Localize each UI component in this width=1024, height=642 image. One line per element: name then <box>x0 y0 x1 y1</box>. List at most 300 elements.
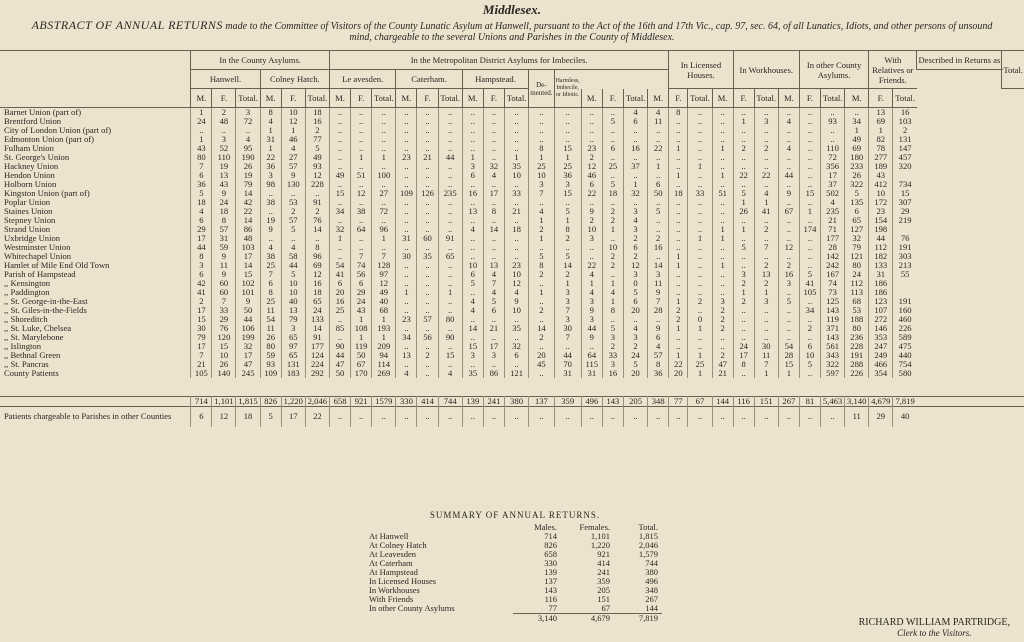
table-cell: .. <box>417 306 438 315</box>
table-cell: .. <box>504 315 528 324</box>
table-cell: 58 <box>281 252 305 261</box>
table-cell: .. <box>754 180 778 189</box>
table-cell: 32 <box>483 162 504 171</box>
table-cell: 3 <box>260 171 281 180</box>
table-cell: 4 <box>260 117 281 126</box>
table-cell: .. <box>417 324 438 333</box>
table-cell: .. <box>462 333 483 342</box>
table-cell: 144 <box>712 397 733 407</box>
table-row <box>0 243 1024 252</box>
table-cell: 307 <box>893 198 917 207</box>
table-cell: .. <box>462 407 483 427</box>
table-cell: 41 <box>799 279 820 288</box>
table-cell: .. <box>438 297 462 306</box>
table-cell: .. <box>462 234 483 243</box>
table-cell: .. <box>417 369 438 378</box>
table-cell: 8 <box>529 261 554 270</box>
table-cell: 112 <box>845 279 869 288</box>
table-row <box>0 216 1024 225</box>
table-cell: 2 <box>799 324 820 333</box>
table-cell: 44 <box>281 261 305 270</box>
table-cell: 124 <box>305 351 329 360</box>
table-cell: 31 <box>212 234 236 243</box>
table-cell: 91 <box>305 333 329 342</box>
table-cell: .. <box>581 407 602 427</box>
table-cell: 46 <box>581 171 602 180</box>
table-cell: 1 <box>648 162 669 171</box>
table-cell: 233 <box>845 162 869 171</box>
licensed-f-header: F. <box>602 89 623 108</box>
table-cell: 41 <box>191 288 212 297</box>
table-cell: 3,140 <box>845 397 869 407</box>
table-cell: 7,819 <box>893 397 917 407</box>
table-cell: 34 <box>845 117 869 126</box>
table-cell: 235 <box>821 207 845 216</box>
table-cell: .. <box>733 108 754 118</box>
table-cell: 371 <box>821 324 845 333</box>
table-cell: 5,463 <box>821 397 845 407</box>
table-cell: 8 <box>602 306 623 315</box>
table-cell: .. <box>712 252 733 261</box>
table-cell: 440 <box>893 351 917 360</box>
table-cell: .. <box>669 198 688 207</box>
table-cell: .. <box>504 243 528 252</box>
table-cell: 22 <box>669 360 688 369</box>
table-cell: 1579 <box>372 397 396 407</box>
table-cell: 4 <box>483 288 504 297</box>
table-cell: 4 <box>504 288 528 297</box>
table-cell: 1 <box>529 216 554 225</box>
table-cell: .. <box>733 369 754 378</box>
union-name: ,, Bethnal Green <box>4 351 61 360</box>
table-cell: 744 <box>438 397 462 407</box>
table-cell: 18 <box>212 207 236 216</box>
table-cell: 28 <box>648 306 669 315</box>
table-cell: 1 <box>260 126 281 135</box>
table-cell: 41 <box>330 270 351 279</box>
table-cell: .. <box>462 198 483 207</box>
table-cell: .. <box>351 198 372 207</box>
summary-row <box>365 586 662 595</box>
table-cell: 2 <box>754 144 778 153</box>
table-cell: 9 <box>504 297 528 306</box>
table-cell: 4 <box>462 297 483 306</box>
table-cell: 17 <box>191 306 212 315</box>
table-cell: .. <box>396 108 417 118</box>
table-cell: 103 <box>236 243 260 252</box>
table-cell: 3 <box>778 279 799 288</box>
table-cell: 20 <box>623 306 647 315</box>
union-name: Fulham Union <box>4 144 54 153</box>
table-cell: .. <box>669 342 688 351</box>
table-cell: .. <box>754 216 778 225</box>
union-name: ,, St. Marylebone <box>4 333 64 342</box>
table-cell: 38 <box>260 198 281 207</box>
table-cell: 267 <box>778 397 799 407</box>
table-cell: 1 <box>462 153 483 162</box>
table-cell: .. <box>330 162 351 171</box>
table-cell: .. <box>688 207 712 216</box>
table-cell: .. <box>462 315 483 324</box>
union-name: Hendon Union <box>4 171 55 180</box>
table-cell: 123 <box>869 297 893 306</box>
table-cell: .. <box>778 225 799 234</box>
table-cell: 14 <box>529 324 554 333</box>
table-cell: 15 <box>236 270 260 279</box>
table-cell: .. <box>504 144 528 153</box>
table-cell: 7 <box>372 252 396 261</box>
table-cell: .. <box>669 225 688 234</box>
table-cell: 7 <box>191 162 212 171</box>
table-cell: 33 <box>504 189 528 198</box>
workhouses-f-header: F. <box>669 89 688 108</box>
table-cell: 21 <box>417 153 438 162</box>
table-cell: 2 <box>893 126 917 135</box>
table-cell: 65 <box>281 333 305 342</box>
summary-grand-total: 7,819 <box>614 614 662 624</box>
table-cell: .. <box>554 135 581 144</box>
union-name: Staines Union <box>4 207 53 216</box>
table-cell: 16 <box>602 369 623 378</box>
table-cell: .. <box>212 126 236 135</box>
table-cell: 170 <box>351 369 372 378</box>
table-cell: 269 <box>372 369 396 378</box>
table-cell: 6 <box>191 270 212 279</box>
hanwell-m-header: M. <box>191 89 212 108</box>
table-cell: 80 <box>438 315 462 324</box>
table-cell: 6 <box>191 216 212 225</box>
table-cell: 4 <box>396 369 417 378</box>
table-cell: .. <box>305 234 329 243</box>
table-cell: 6 <box>648 180 669 189</box>
table-cell: .. <box>581 252 602 261</box>
table-cell: 32 <box>330 225 351 234</box>
table-cell: 80 <box>845 261 869 270</box>
table-cell: .. <box>712 216 733 225</box>
table-cell: .. <box>799 144 820 153</box>
table-cell: .. <box>754 324 778 333</box>
table-cell: 121 <box>504 369 528 378</box>
table-cell: .. <box>417 180 438 189</box>
table-cell: .. <box>462 180 483 189</box>
table-cell: 17 <box>821 171 845 180</box>
table-cell: 71 <box>821 225 845 234</box>
table-cell: 9 <box>212 270 236 279</box>
table-cell: 108 <box>351 324 372 333</box>
table-cell: 826 <box>260 397 281 407</box>
table-cell: .. <box>330 126 351 135</box>
table-cell: 242 <box>821 261 845 270</box>
table-cell: .. <box>581 126 602 135</box>
table-row <box>0 315 1024 324</box>
table-cell: .. <box>623 171 647 180</box>
table-cell: 30 <box>191 324 212 333</box>
table-cell: .. <box>799 243 820 252</box>
table-cell: .. <box>688 144 712 153</box>
spacer-cell <box>0 378 917 397</box>
table-cell: .. <box>554 126 581 135</box>
table-cell: 15 <box>438 351 462 360</box>
table-row <box>0 297 1024 306</box>
table-cell: 2 <box>554 234 581 243</box>
table-cell: .. <box>778 324 799 333</box>
table-cell: 1 <box>372 315 396 324</box>
table-cell: .. <box>581 135 602 144</box>
table-cell: 7 <box>754 360 778 369</box>
table-cell: 6 <box>330 279 351 288</box>
table-cell: .. <box>669 270 688 279</box>
table-cell: 80 <box>260 342 281 351</box>
table-cell: .. <box>733 234 754 243</box>
table-cell: 113 <box>845 288 869 297</box>
table-cell: 172 <box>869 198 893 207</box>
table-cell: 31 <box>396 234 417 243</box>
table-cell: 6 <box>799 342 820 351</box>
table-cell: 1 <box>845 126 869 135</box>
table-cell: 7 <box>554 333 581 342</box>
table-cell: .. <box>330 153 351 162</box>
table-cell: 15 <box>778 360 799 369</box>
table-cell: .. <box>529 135 554 144</box>
table-cell: .. <box>462 243 483 252</box>
colney-total-header: Total. <box>305 89 329 108</box>
table-cell: .. <box>845 108 869 118</box>
table-cell: 4 <box>529 207 554 216</box>
table-cell: .. <box>351 117 372 126</box>
table-cell: 133 <box>869 261 893 270</box>
document-title <box>0 20 1024 43</box>
table-cell: 412 <box>869 180 893 189</box>
summary-males: 714 <box>544 532 557 541</box>
table-cell: .. <box>483 126 504 135</box>
table-cell: 30 <box>554 324 581 333</box>
table-cell: 47 <box>236 360 260 369</box>
total-f-header: F. <box>869 89 893 108</box>
table-cell: 51 <box>712 189 733 198</box>
table-cell: 754 <box>893 360 917 369</box>
table-cell: 3 <box>733 270 754 279</box>
table-cell: 154 <box>869 216 893 225</box>
table-cell: 22 <box>733 171 754 180</box>
table-cell: 13 <box>754 270 778 279</box>
table-cell: .. <box>330 407 351 427</box>
table-cell: 3 <box>554 297 581 306</box>
table-cell: .. <box>554 108 581 118</box>
table-cell: .. <box>483 216 504 225</box>
table-cell: 2 <box>712 306 733 315</box>
table-cell: .. <box>648 315 669 324</box>
table-cell: 2 <box>529 225 554 234</box>
table-cell: 2 <box>417 351 438 360</box>
union-name: Kingston Union (part of) <box>4 189 90 198</box>
table-cell: .. <box>462 288 483 297</box>
table-cell: 13 <box>281 306 305 315</box>
summary-label-header <box>365 522 513 532</box>
table-cell: .. <box>483 315 504 324</box>
table-cell: 14 <box>236 261 260 270</box>
table-cell: 288 <box>845 360 869 369</box>
table-cell: 16 <box>623 144 647 153</box>
table-cell: .. <box>733 306 754 315</box>
table-cell: 102 <box>236 279 260 288</box>
table-cell: 36 <box>260 162 281 171</box>
table-cell: 29 <box>869 407 893 427</box>
table-row <box>0 252 1024 261</box>
table-cell: .. <box>799 198 820 207</box>
table-cell: 3 <box>754 117 778 126</box>
table-cell: 78 <box>869 144 893 153</box>
table-cell: 27 <box>372 189 396 198</box>
table-cell: 3 <box>623 270 647 279</box>
table-cell: 1,220 <box>281 397 305 407</box>
table-cell: 2 <box>281 207 305 216</box>
table-cell: 235 <box>438 189 462 198</box>
table-cell: .. <box>504 407 528 427</box>
table-cell: 56 <box>351 270 372 279</box>
table-cell: .. <box>754 162 778 171</box>
table-cell: .. <box>483 180 504 189</box>
table-cell: .. <box>529 126 554 135</box>
table-cell: .. <box>438 270 462 279</box>
table-cell: 6 <box>602 144 623 153</box>
union-name: Barnet Union (part of) <box>4 107 82 117</box>
table-cell: 44 <box>191 243 212 252</box>
table-cell: 226 <box>893 324 917 333</box>
table-cell: 1 <box>191 135 212 144</box>
table-row <box>0 261 1024 270</box>
summary-total: 1,579 <box>638 550 658 559</box>
table-cell: 1 <box>712 225 733 234</box>
table-cell: 236 <box>845 333 869 342</box>
table-cell: 6 <box>462 270 483 279</box>
table-cell: 353 <box>869 333 893 342</box>
table-cell: 16 <box>462 189 483 198</box>
table-cell: .. <box>529 297 554 306</box>
hampstead-header: Hampstead. <box>462 70 528 89</box>
table-cell: 1 <box>688 162 712 171</box>
table-cell: 13 <box>462 207 483 216</box>
table-cell: 4 <box>623 324 647 333</box>
table-cell: 1 <box>351 315 372 324</box>
union-name: Uxbridge Union <box>4 234 61 243</box>
table-cell: 9 <box>581 207 602 216</box>
table-cell: 30 <box>396 252 417 261</box>
table-cell: 146 <box>869 324 893 333</box>
table-cell: 5 <box>648 207 669 216</box>
table-cell: 2,046 <box>305 397 329 407</box>
table-cell: 2 <box>623 252 647 261</box>
table-cell: 6 <box>191 171 212 180</box>
table-cell: .. <box>417 342 438 351</box>
table-cell: .. <box>778 180 799 189</box>
table-cell: 343 <box>821 351 845 360</box>
table-cell: 9 <box>778 189 799 198</box>
table-cell: 4 <box>483 270 504 279</box>
table-cell: 14 <box>554 261 581 270</box>
table-cell: .. <box>799 180 820 189</box>
table-cell: .. <box>438 108 462 118</box>
table-cell: 3 <box>602 333 623 342</box>
table-cell: 4 <box>191 207 212 216</box>
table-cell: .. <box>483 252 504 261</box>
table-cell: 97 <box>281 342 305 351</box>
table-cell: 5 <box>462 279 483 288</box>
table-cell: .. <box>778 288 799 297</box>
table-cell: .. <box>417 225 438 234</box>
relatives-total-header: Total. <box>821 89 845 108</box>
table-cell: 1 <box>669 297 688 306</box>
caterham-f-header: F. <box>417 89 438 108</box>
table-cell: 47 <box>330 360 351 369</box>
table-cell: .. <box>712 279 733 288</box>
table-cell: .. <box>351 180 372 189</box>
table-cell: 213 <box>893 261 917 270</box>
hanwell-header: Hanwell. <box>191 70 260 89</box>
table-cell: .. <box>483 333 504 342</box>
leavesden-m-header: M. <box>330 89 351 108</box>
table-cell: 4 <box>281 243 305 252</box>
table-cell: .. <box>483 360 504 369</box>
table-cell: 40 <box>281 297 305 306</box>
table-cell: .. <box>712 270 733 279</box>
union-name: City of London Union (part of) <box>4 126 112 135</box>
table-cell: 199 <box>236 333 260 342</box>
table-row <box>0 324 1024 333</box>
table-cell: .. <box>712 207 733 216</box>
summary-row <box>365 559 662 568</box>
table-cell: 69 <box>305 261 329 270</box>
table-row <box>0 162 1024 171</box>
table-cell: 10 <box>504 171 528 180</box>
table-cell: 160 <box>893 306 917 315</box>
table-cell <box>893 225 917 234</box>
table-cell: 5 <box>554 207 581 216</box>
table-cell: .. <box>688 279 712 288</box>
table-cell: 44 <box>236 315 260 324</box>
table-cell: .. <box>483 234 504 243</box>
table-cell: 15 <box>330 189 351 198</box>
table-cell: 272 <box>869 315 893 324</box>
table-cell: 26 <box>845 171 869 180</box>
table-cell: .. <box>778 407 799 427</box>
table-cell: .. <box>648 252 669 261</box>
table-cell: .. <box>438 225 462 234</box>
table-cell: 3 <box>236 108 260 118</box>
table-cell: 17 <box>236 351 260 360</box>
table-cell: 1 <box>372 153 396 162</box>
table-cell: 3 <box>602 360 623 369</box>
table-cell: 57 <box>648 351 669 360</box>
table-cell: .. <box>733 216 754 225</box>
table-cell: 20 <box>669 369 688 378</box>
table-cell: 2 <box>602 252 623 261</box>
table-cell: 5 <box>623 288 647 297</box>
table-cell: .. <box>417 135 438 144</box>
summary-section <box>365 510 665 623</box>
table-cell: .. <box>396 360 417 369</box>
table-cell: 8 <box>669 108 688 118</box>
table-cell: .. <box>438 342 462 351</box>
table-cell: 4 <box>260 243 281 252</box>
table-cell: 43 <box>869 171 893 180</box>
table-cell: .. <box>669 243 688 252</box>
table-cell: .. <box>554 243 581 252</box>
table-cell: .. <box>602 234 623 243</box>
table-cell: 167 <box>821 270 845 279</box>
table-cell: 186 <box>869 288 893 297</box>
table-cell: 2 <box>212 108 236 118</box>
table-cell: .. <box>712 333 733 342</box>
